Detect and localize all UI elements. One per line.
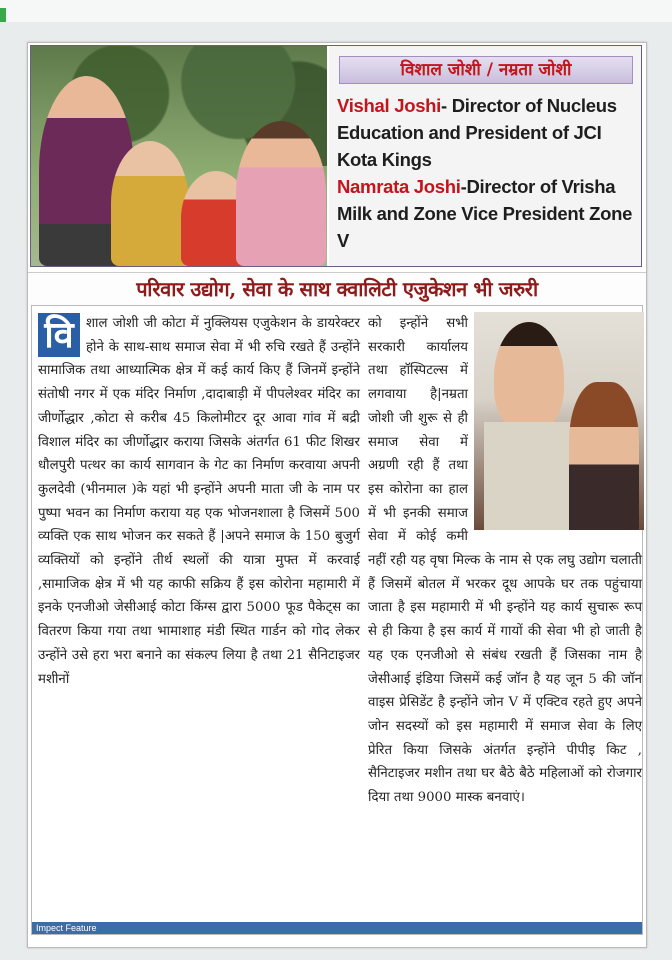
- hindi-names-banner: विशाल जोशी / नम्रता जोशी: [339, 56, 633, 84]
- person-girl: [111, 141, 189, 266]
- impact-feature-tag: Impect Feature: [32, 922, 642, 934]
- namrata-role: -Director of Vrisha Milk and Zone Vice President Zone V: [337, 176, 633, 251]
- bio-panel: [329, 46, 641, 266]
- column-2-text: को इन्होंने सभी सरकारी कार्यालय तथा हॉस्पिटल्स में लगवाया है|नम्रता जोशी जी शुरू से ही समाज सेवा में अग्रणी रही हैं तथा इस कोरोना का हाल में भी इनकी समाज सेवा में कोई कमी नहीं रही यह वृषा मिल्क के नाम से एक लघु उद्योग चलाती हैं जिसमें बोतल में भरकर दूध आपके घर तक पहुंचाया जाता है इस महामारी में भी इन्होंने यह कार्य सुचारू रूप से ही किया है इस कार्य में गायों की सेवा भी हो जाती है यह एक एनजीओ से संबंध रखती हैं जिसका नाम है जेसीआई इंडिया जिसमें कई जॉन है यह जून 5 की जॉन वाइस प्रेसिडेंट है इन्होंने जोन V में एक्टिव रहते हुए अपने जोन सदस्यों को इस महामारी में समाज सेवा के लिए प्रेरित किया जिसके अंतर्गत इन्होंने पीपीइ किट , सैनिटाइजर मशीन तथा घर बैठे बैठे महिलाओं को रोजगार दिया तथा 9000 मास्क बनवाएं।: [368, 316, 642, 806]
- dropcap: वि: [38, 313, 80, 357]
- bio-text: [337, 92, 637, 254]
- family-photo: [31, 46, 327, 266]
- person-woman: [236, 121, 326, 266]
- article-body: [31, 305, 643, 935]
- green-marker: [0, 8, 6, 22]
- article-column-2: [368, 312, 642, 810]
- newspaper-clipping: [27, 42, 647, 948]
- top-strip: [0, 0, 672, 22]
- couple-photo: [474, 312, 644, 530]
- namrata-name: Namrata Joshi: [337, 176, 461, 197]
- article-headline: परिवार उद्योग, सेवा के साथ क्वालिटी एजुकेशन भी जरुरी: [28, 272, 646, 305]
- column-1-text: शाल जोशी जी कोटा में नुक्लियस एजुकेशन के डायरेक्टर होने के साथ-साथ समाज सेवा में भी रुचि रखते हैं उन्होंने सामाजिक तथा आध्यात्मिक क्षेत्र में कई कार्य किए हैं जिनमें इन्होंने संतोषी नगर में एक मंदिर निर्माण ,दादाबाड़ी में पीपलेश्वर मंदिर का जीर्णोद्धार ,कोटा से करीब 45 किलोमीटर दूर आवा गांव में बद्री विशाल मंदिर का जीर्णोद्धार कराया जिसके अंतर्गत 61 फीट शिखर धौलपुरी पत्थर का कार्य सागवान के गेट का निर्माण करवाया अपनी कुलदेवी (भीनमाल )के यहां भी इन्होंने अपनी माता जी के नाम पर पुष्पा भवन का निर्माण कराया यह एक भोजनशाला है जिसमें 500 व्यक्ति एक साथ भोजन कर सकते हैं |अपने समाज के 150 बुजुर्ग व्यक्तियों को इन्होंने तीर्थ स्थलों की यात्रा मुफ्त में करवाई ,सामाजिक क्षेत्र में भी यह काफी सक्रिय हैं इस कोरोना महामारी में इनके एनजीओ जेसीआई कोटा किंग्स द्वारा 5000 फूड पैकेट्स का वितरण किया गया तथा भामाशाह मंडी स्थित गार्डन को गोद लेकर उन्होंने उसे हरा भरा बनाने का संकल्प लिया है तथा 21 सैनिटाइजर मशीनों: [38, 316, 360, 687]
- article-column-1: [38, 312, 360, 691]
- profile-header: [30, 45, 642, 267]
- vishal-name: Vishal Joshi: [337, 95, 442, 116]
- vishal-role: - Director of Nucleus Education and President of JCI Kota Kings: [337, 95, 617, 170]
